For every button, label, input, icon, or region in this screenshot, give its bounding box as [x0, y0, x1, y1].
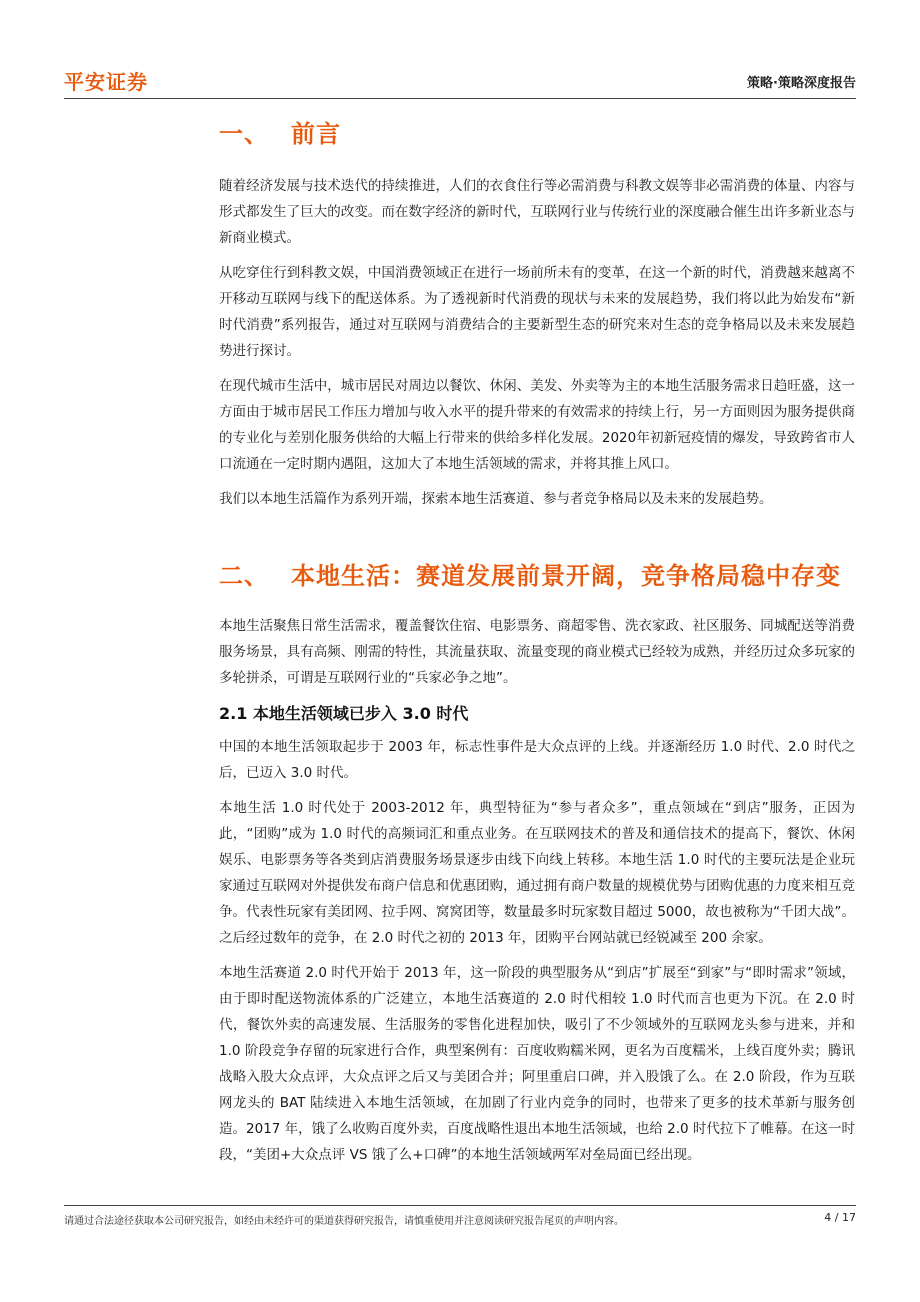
- section-1-paragraph: 从吃穿住行到科教文娱，中国消费领域正在进行一场前所未有的变革，在这一个新的时代，消费越来越离不开移动互联网与线下的配送体系。为了透视新时代消费的现状与未来的发展趋势，我们将以此为始发布“新时代消费”系列报告，通过对互联网与消费结合的主要新型生态的研究来对生态的竞争格局以及未来发展趋势进行探讨。: [219, 265, 855, 359]
- footer-divider: [64, 1205, 856, 1206]
- subsection-paragraph: 本地生活赛道 2.0 时代开始于 2013 年，这一阶段的典型服务从“到店”扩展至“到家”与“即时需求”领域，由于即时配送物流体系的广泛建立，本地生活赛道的 2.0 时代相较 1.0 时代而言也更为下沉。在 2.0 时代，餐饮外卖的高速发展、生活服务的零售化进程加快，吸引了不少领域外的互联网龙头参与进来，并和 1.0 阶段竞争存留的玩家进行合作，典型案例有：百度收购糯米网，更名为百度糯米，上线百度外卖；腾讯战略入股大众点评，大众点评之后又与美团合并；阿里重启口碑，并入股饿了么。在 2.0 阶段，作为互联网龙头的 BAT 陆续进入本地生活领域，在加剧了行业内竞争的同时，也带来了更多的技术革新与服务创造。2017 年，饿了么收购百度外卖，百度战略性退出本地生活领域，也给 2.0 时代拉下了帷幕。在这一时段，“美团+大众点评 VS 饿了么+口碑”的本地生活领域两军对垒局面已经出现。: [219, 965, 856, 1163]
- section-1-paragraph: 我们以本地生活篇作为系列开端，探索本地生活赛道、参与者竞争格局以及未来的发展趋势。: [219, 491, 773, 507]
- section-2-heading: [219, 556, 855, 591]
- section-1-title: 前言: [291, 120, 341, 148]
- subsection-paragraph: 本地生活 1.0 时代处于 2003-2012 年，典型特征为“参与者众多”，重点领域在“到店”服务，正因为此，“团购”成为 1.0 时代的高频词汇和重点业务。在互联网技术的普及和通信技术的提高下，餐饮、休闲娱乐、电影票务等各类到店消费服务场景逐步由线下向线上转移。本地生活 1.0 时代的主要玩法是企业玩家通过互联网对外提供发布商户信息和优惠团购，通过拥有商户数量的规模优势与团购优惠的力度来相互竞争。代表性玩家有美团网、拉手网、窝窝团等，数量最多时玩家数目超过 5000，故也被称为“千团大战”。之后经过数年的竞争，在 2.0 时代之初的 2013 年，团购平台网站就已经锐减至 200 余家。: [219, 800, 855, 946]
- section-2-number: 二、: [219, 562, 269, 590]
- header-divider: [64, 98, 856, 99]
- footer-disclaimer: 请通过合法途径获取本公司研究报告，如经由未经许可的渠道获得研究报告，请慎重使用并注意阅读研究报告尾页的声明内容。: [64, 1216, 624, 1227]
- page-number: 4 / 17: [824, 1211, 856, 1224]
- section-1-heading: [219, 114, 855, 149]
- report-type-label: 策略·策略深度报告: [747, 76, 856, 91]
- section-2-intro: 本地生活聚焦日常生活需求，覆盖餐饮住宿、电影票务、商超零售、洗衣家政、社区服务、同城配送等消费服务场景，具有高频、刚需的特性，其流量获取、流量变现的商业模式已经较为成熟，并经历过众多玩家的多轮拼杀，可谓是互联网行业的“兵家必争之地”。: [219, 618, 855, 686]
- subsection-paragraph: 中国的本地生活领取起步于 2003 年，标志性事件是大众点评的上线。并逐渐经历 1.0 时代、2.0 时代之后，已迈入 3.0 时代。: [219, 739, 855, 781]
- section-2-title: 本地生活：赛道发展前景开阔，竞争格局稳中存变: [291, 562, 841, 590]
- section-1-number: 一、: [219, 120, 269, 148]
- section-1-paragraph: 随着经济发展与技术迭代的持续推进，人们的衣食住行等必需消费与科教文娱等非必需消费的体量、内容与形式都发生了巨大的改变。而在数字经济的新时代，互联网行业与传统行业的深度融合催生出许多新业态与新商业模式。: [219, 178, 855, 246]
- subsection-2-1-title: 2.1 本地生活领域已步入 3.0 时代: [219, 704, 469, 723]
- main-content: [219, 110, 855, 1168]
- brand-logo: 平安证券: [64, 70, 148, 94]
- section-1-paragraph: 在现代城市生活中，城市居民对周边以餐饮、休闲、美发、外卖等为主的本地生活服务需求日趋旺盛，这一方面由于城市居民工作压力增加与收入水平的提升带来的有效需求的持续上行，另一方面则因为服务提供商的专业化与差别化服务供给的大幅上行带来的供给多样化发展。2020年初新冠疫情的爆发，导致跨省市人口流通在一定时期内遇阻，这加大了本地生活领域的需求，并将其推上风口。: [219, 378, 855, 472]
